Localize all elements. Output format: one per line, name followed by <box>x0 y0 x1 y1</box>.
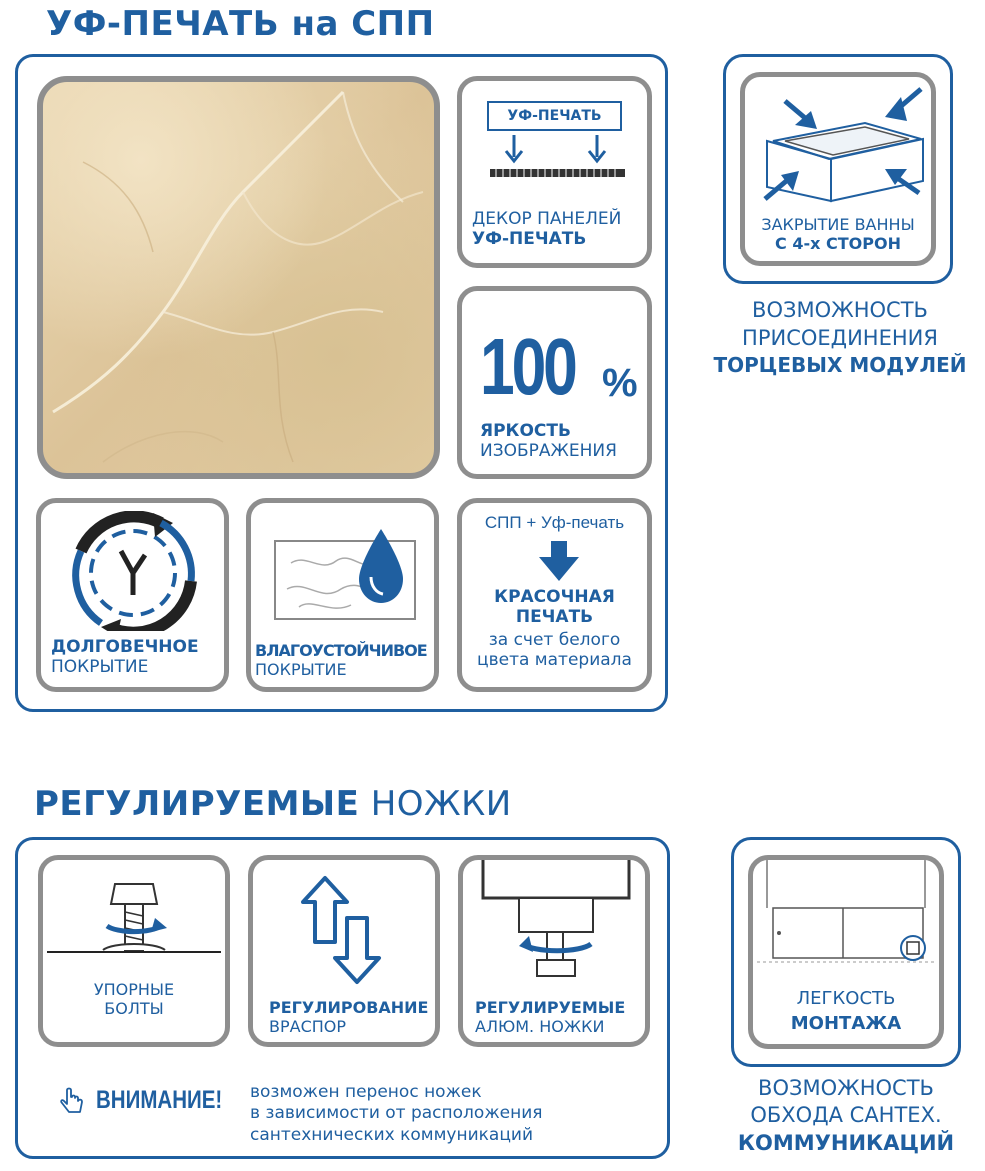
adjustable-leg-icon <box>463 860 645 984</box>
clock-cycle-icon <box>41 511 224 631</box>
marble-veins <box>43 82 434 473</box>
spacer-line1: РЕГУЛИРОВАНИЕ <box>269 998 429 1017</box>
color-card-line2: ПЕЧАТЬ <box>515 607 594 628</box>
attention-label: ВНИМАНИЕ! <box>96 1086 223 1114</box>
uv-label-text: УФ-ПЕЧАТЬ <box>507 108 602 124</box>
color-card-line1: КРАСОЧНАЯ <box>494 587 615 607</box>
brightness-card <box>457 286 652 479</box>
side2-caption <box>706 1075 985 1157</box>
attention-text <box>250 1082 542 1146</box>
brightness-line1: ЯРКОСТЬ <box>480 421 571 441</box>
side1-text3: ТОРЦЕВЫХ МОДУЛЕЙ <box>713 353 967 378</box>
color-print-card <box>457 498 652 692</box>
color-card-line4: цвета материала <box>477 650 632 671</box>
arrows-down-icon <box>462 133 652 213</box>
color-card-top: СПП + Уф-печать <box>484 513 625 532</box>
moisture-card <box>246 498 439 692</box>
arrow-down-icon <box>462 541 652 587</box>
bath-cover-card <box>740 72 936 266</box>
legs-line2: АЛЮМ. НОЖКИ <box>475 1017 605 1037</box>
uv-card-line2: УФ-ПЕЧАТЬ <box>472 229 587 250</box>
uv-print-card <box>457 76 652 268</box>
side1-text1: ВОЗМОЖНОСТЬ <box>752 298 928 322</box>
attention-line2: в зависимости от расположения <box>250 1103 543 1124</box>
spacer-line2: ВРАСПОР <box>269 1017 347 1037</box>
bath-panel-icon <box>753 860 939 980</box>
section-legs-title <box>34 784 512 824</box>
durable-card <box>36 498 229 692</box>
installation-line2: МОНТАЖА <box>790 1013 902 1035</box>
bolts-card <box>38 855 230 1047</box>
legs-line1: РЕГУЛИРУЕМЫЕ <box>475 998 626 1017</box>
bolts-line2: БОЛТЫ <box>104 999 164 1019</box>
side1-caption <box>700 297 980 379</box>
bath-cover-line2: С 4-х СТОРОН <box>775 234 901 254</box>
side2-text2: ОБХОДА САНТЕХ. <box>750 1103 942 1128</box>
bolts-line1: УПОРНЫЕ <box>93 980 175 999</box>
legs-title-light: НОЖКИ <box>370 784 512 824</box>
brightness-line2: ИЗОБРАЖЕНИЯ <box>480 441 617 462</box>
attention-line3: сантехнических коммуникаций <box>250 1124 533 1145</box>
moisture-line1: ВЛАГОУСТОЙЧИВОЕ <box>255 641 427 660</box>
attention-line1: возможен перенос ножек <box>250 1082 482 1102</box>
spacer-card <box>248 855 440 1047</box>
installation-card <box>748 855 944 1049</box>
side2-text1: ВОЗМОЖНОСТЬ <box>758 1076 934 1100</box>
side2-text3: КОММУНИКАЦИЙ <box>737 1130 955 1155</box>
marble-decor-image <box>37 76 440 479</box>
durable-line1: ДОЛГОВЕЧНОЕ <box>51 637 199 657</box>
up-down-arrows-icon <box>253 872 435 992</box>
brightness-percent: % <box>602 361 638 405</box>
pointing-hand-icon <box>58 1087 88 1117</box>
section-uv-title: УФ-ПЕЧАТЬ на СПП <box>46 4 435 44</box>
legs-title-bold: РЕГУЛИРУЕМЫЕ <box>34 784 360 824</box>
uv-label-box <box>487 101 622 131</box>
side1-text2: ПРИСОЕДИНЕНИЯ <box>742 325 938 350</box>
bolt-icon <box>43 880 225 990</box>
brightness-value: 100 <box>480 322 575 411</box>
bath-cover-line1: ЗАКРЫТИЕ ВАННЫ <box>761 215 915 234</box>
bath-four-sides-icon <box>745 83 931 203</box>
color-card-line3: за счет белого <box>488 629 621 650</box>
uv-card-line1: ДЕКОР ПАНЕЛЕЙ <box>472 209 622 229</box>
legs-card <box>458 855 650 1047</box>
durable-line2: ПОКРЫТИЕ <box>51 657 149 678</box>
moisture-line2: ПОКРЫТИЕ <box>255 660 347 680</box>
water-drop-icon <box>251 523 434 633</box>
installation-line1: ЛЕГКОСТЬ <box>796 988 896 1009</box>
